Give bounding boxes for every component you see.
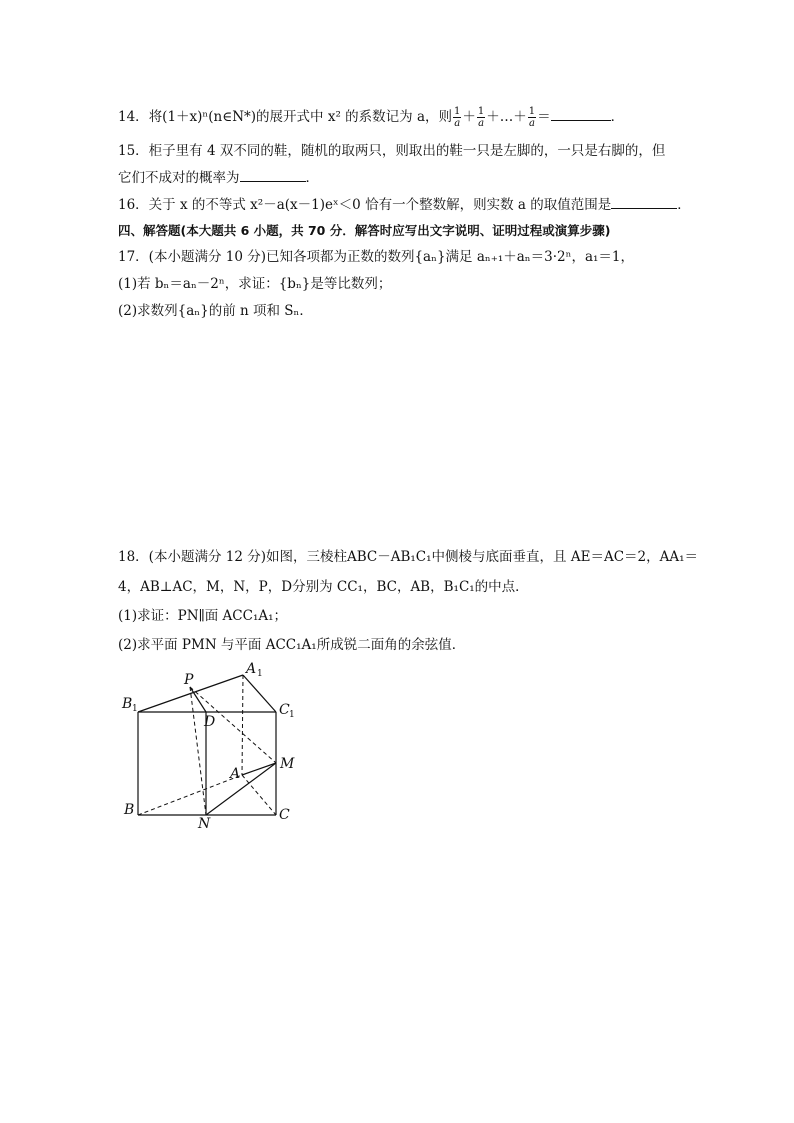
question-17-line-2: (1)若 bₙ＝aₙ－2ⁿ，求证：{bₙ}是等比数列； [118,276,392,292]
label-B1-sub: 1 [132,704,138,714]
q14-fraction-1: $\frac{1}{a}$ [454,106,461,129]
label-C: C [279,807,290,823]
q14-fraction-3: $\frac{1}{a}$ [528,106,536,129]
question-17-line-1: 17．(本小题满分 10 分)已知各项都为正数的数列{aₙ}满足 aₙ₊₁＋aₙ＝3·2ⁿ，a₁＝1， [118,249,635,265]
question-15-line-2 [118,168,319,187]
label-A1-sub: 1 [257,669,263,679]
edge-A1-A-hidden [242,675,243,775]
label-D: D [204,714,216,730]
label-P: P [184,672,194,688]
question-15-line-1: 15．柜子里有 4 双不同的鞋，随机的取两只，则取出的鞋一只是左脚的，一只是右脚的，但 [118,143,666,159]
edge-A-M [242,763,276,775]
question-17-line-3: (2)求数列{aₙ}的前 n 项和 Sₙ． [118,303,313,319]
question-14 [118,106,624,129]
edge-P-N-hidden [190,687,206,815]
label-N: N [198,816,211,830]
q14-text-before: 将(1＋x)ⁿ(n∈N*)的展开式中 x² 的系数记为 a，则 [148,109,452,125]
question-18-line-4: (2)求平面 PMN 与平面 ACC₁A₁所成锐二面角的余弦值． [118,637,466,653]
label-B1: B [122,696,133,712]
q14-fraction-2: $\frac{1}{a}$ [477,106,485,129]
label-C1: C [279,702,290,718]
q14-answer-blank [551,107,611,121]
q15-line2-text: 它们不成对的概率为 [118,170,240,186]
q14-text: 14． [118,109,149,125]
q14-end: ． [610,109,625,125]
question-16 [118,195,691,214]
q16-text: 16．关于 x 的不等式 x²－a(x－1)eˣ＜0 恰有一个整数解，则实数 a 的取值范围是 [118,197,612,213]
label-M: M [280,756,295,772]
label-A: A [230,766,241,782]
q16-answer-blank [611,195,677,209]
question-18-line-1: 18．(本小题满分 12 分)如图，三棱柱ABC－AB₁C₁中侧棱与底面垂直，且 AE＝AC＝2，AA₁＝ [118,549,699,565]
label-B: B [124,802,135,818]
q15-answer-blank [240,168,306,182]
label-A1: A [246,661,257,677]
q14-dots: ＋…＋ [486,109,527,125]
section-4-heading: 四、解答题(本大题共 6 小题，共 70 分．解答时应写出文字说明、证明过程或演算步骤) [118,223,611,238]
question-18-line-2: 4，AB⊥AC，M，N，P，D分别为 CC₁，BC，AB，B₁C₁的中点． [118,579,529,595]
edge-N-M [206,763,276,815]
label-C1-sub: 1 [289,710,295,720]
edge-A-C-hidden [242,775,276,815]
q14-equals: ＝ [537,109,551,125]
q15-end: ． [305,170,319,186]
edge-B-A-hidden [138,775,242,815]
q14-plus: ＋ [462,109,476,125]
question-18-line-3: (1)求证：PN∥面 ACC₁A₁； [118,608,288,624]
q16-end: ． [677,197,691,213]
prism-figure [118,660,318,830]
edge-A1-C1 [243,675,276,712]
